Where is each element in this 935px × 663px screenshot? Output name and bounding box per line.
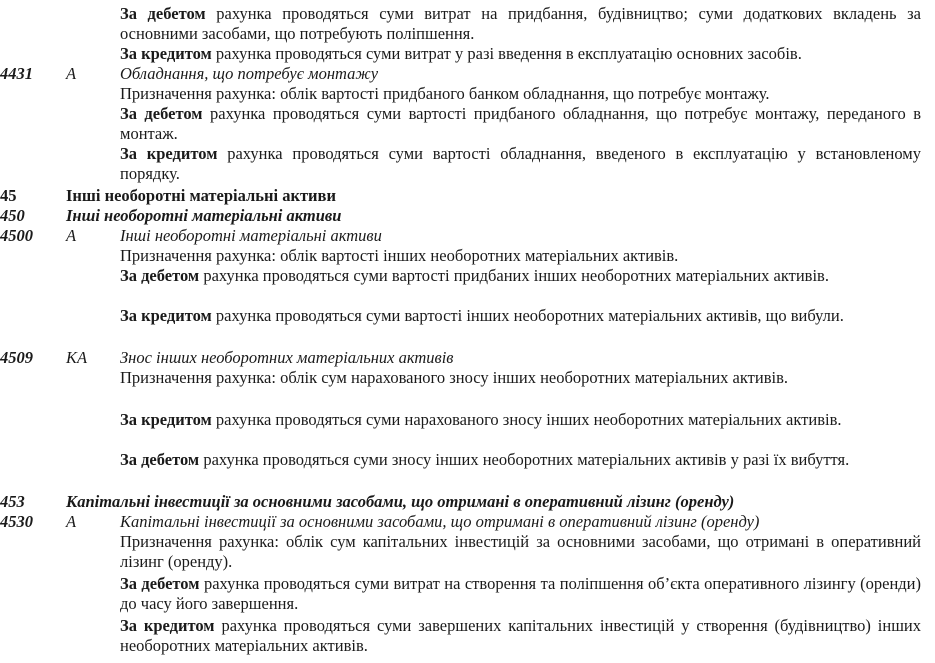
group-title-453: Капітальні інвестиції за основними засобами, що отримані в оперативний лізинг (оренду) (66, 492, 735, 511)
purpose-4431: Призначення рахунка: облік вартості придбаного банком обладнання, що потребує монтажу. (120, 84, 770, 103)
debit-paragraph-4431 (120, 104, 921, 144)
group-code-453: 453 (0, 492, 25, 511)
purpose-4509: Призначення рахунка: облік сум нарахованого зносу інших необоротних матеріальних активів. (120, 368, 788, 387)
debit-label: За дебетом (120, 104, 203, 123)
debit-text: рахунка проводяться суми вартості придбаного обладнання, що потребує монтажу, переданого в монтаж. (120, 104, 921, 143)
account-type-4500: А (66, 226, 77, 245)
credit-text: рахунка проводяться суми завершених капітальних інвестицій у створення (будівництво) інших необоротних матеріальних активів. (120, 616, 921, 655)
debit-text: рахунка проводяться суми витрат на створення та поліпшення об’єкта оперативного лізингу (оренди) до часу його завершення. (120, 574, 921, 613)
account-title-4530: Капітальні інвестиції за основними засобами, що отримані в оперативний лізинг (оренду) (120, 512, 760, 531)
account-code-4530: 4530 (0, 512, 33, 531)
credit-paragraph (120, 44, 921, 64)
account-type-4530: А (66, 512, 77, 531)
account-type-4509: КА (66, 348, 88, 367)
account-title-4431: Обладнання, що потребує монтажу (120, 64, 379, 83)
account-title-4500: Інші необоротні матеріальні активи (120, 226, 382, 245)
credit-text: рахунка проводяться суми витрат у разі введення в експлуатацію основних засобів. (215, 44, 802, 63)
debit-text: рахунка проводяться суми вартості придбаних інших необоротних матеріальних активів. (203, 266, 829, 285)
group-code-450: 450 (0, 206, 25, 225)
debit-text: рахунка проводяться суми зносу інших необоротних матеріальних активів у разі їх вибуття. (203, 450, 850, 469)
credit-label: За кредитом (120, 44, 212, 63)
account-title-4509: Знос інших необоротних матеріальних активів (120, 348, 454, 367)
credit-paragraph-4530 (120, 616, 921, 656)
credit-label: За кредитом (120, 306, 212, 325)
group-title-45: Інші необоротні матеріальні активи (66, 186, 336, 205)
debit-label: За дебетом (120, 4, 206, 23)
debit-paragraph (120, 4, 921, 44)
purpose-4500: Призначення рахунка: облік вартості інших необоротних матеріальних активів. (120, 246, 679, 265)
credit-text: рахунка проводяться суми вартості обладнання, введеного в експлуатацію у встановленому порядку. (120, 144, 922, 183)
purpose-4530: Призначення рахунка: облік сум капітальних інвестицій за основними засобами, що отримані в оперативний лізинг (оренду). (120, 532, 921, 571)
debit-paragraph-4530 (120, 574, 921, 614)
debit-paragraph-4509 (120, 450, 921, 470)
credit-paragraph-4509 (120, 410, 921, 430)
credit-text: рахунка проводяться суми вартості інших необоротних матеріальних активів, що вибули. (215, 306, 844, 325)
account-code-4509: 4509 (0, 348, 33, 367)
debit-text: рахунка проводяться суми витрат на придбання, будівництво; суми додаткових вкладень за основними засобами, що потребують поліпшення. (120, 4, 921, 43)
account-type-4431: А (66, 64, 77, 83)
account-code-4500: 4500 (0, 226, 33, 245)
credit-label: За кредитом (120, 616, 215, 635)
group-title-450: Інші необоротні матеріальні активи (66, 206, 342, 225)
account-code-4431: 4431 (0, 64, 33, 83)
debit-label: За дебетом (120, 266, 200, 285)
debit-paragraph-4500 (120, 266, 921, 286)
group-code-45: 45 (0, 186, 17, 205)
debit-label: За дебетом (120, 450, 200, 469)
credit-label: За кредитом (120, 410, 212, 429)
credit-paragraph-4500 (120, 306, 921, 326)
credit-text: рахунка проводяться суми нарахованого зносу інших необоротних матеріальних активів. (215, 410, 842, 429)
credit-paragraph-4431 (120, 144, 921, 184)
debit-label: За дебетом (120, 574, 200, 593)
credit-label: За кредитом (120, 144, 218, 163)
